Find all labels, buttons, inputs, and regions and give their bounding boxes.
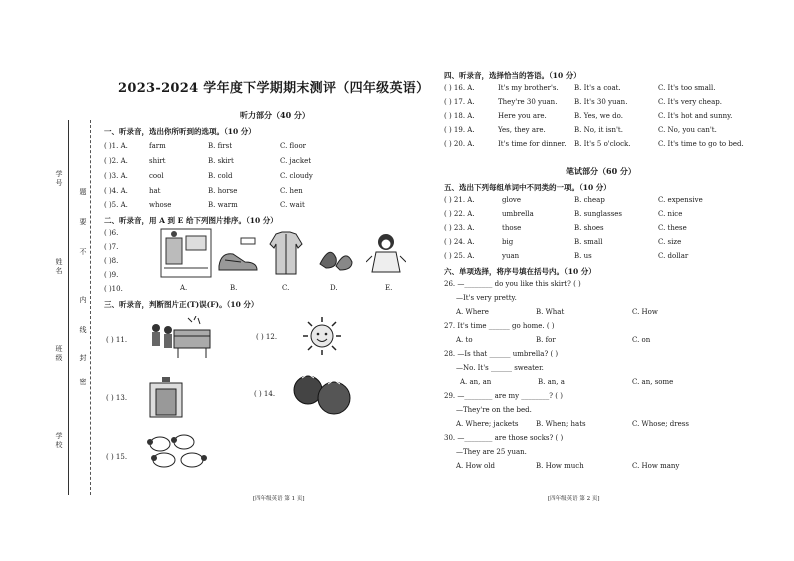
q5-row	[444, 210, 754, 222]
q6-options	[460, 378, 750, 390]
student-id-label: 学号	[55, 170, 63, 187]
question-number: ( )4. A.	[104, 187, 128, 195]
farm-picture	[160, 228, 212, 278]
q1-row	[104, 201, 394, 213]
seal-char: 线	[79, 326, 87, 334]
option-a: It's time for dinner.	[498, 140, 567, 148]
school-label: 学校	[55, 432, 63, 449]
q5-heading: 五、选出下列每组单词中不同类的一项。（10 分）	[444, 183, 611, 192]
exam-title: 2023-2024 学年度下学期期末测评（四年级英语）	[118, 81, 430, 96]
option-a: Yes, they are.	[498, 126, 546, 134]
option-b: B. cold	[208, 172, 233, 180]
q4-heading: 四、听录音，选择恰当的答语。（10 分）	[444, 71, 581, 80]
dialogue-answer: —They are 25 yuan.	[456, 448, 527, 456]
picture-letter: A.	[180, 284, 188, 292]
tomatoes-picture	[290, 372, 354, 416]
q3-item-label: ( ) 13.	[106, 394, 128, 402]
seal-char: 内	[79, 296, 87, 304]
option-b: B. sunglasses	[574, 210, 623, 218]
option-c: C. No, you can't.	[658, 126, 717, 134]
question-number: ( )3. A.	[104, 172, 128, 180]
q5-row	[444, 224, 754, 236]
option-b: B. It's 30 yuan.	[574, 98, 628, 106]
question-stem: 28. —Is that ______ umbrella? ( )	[444, 350, 559, 358]
option-a: A. to	[456, 336, 473, 344]
q1-row	[104, 187, 394, 199]
option-c: C. hen	[280, 187, 303, 195]
option-b: B. What	[536, 308, 565, 316]
seal-char: 不	[79, 248, 87, 256]
option-a: A. an, an	[460, 378, 492, 386]
q2-number: ( )6.	[104, 229, 119, 237]
picture-letter: E.	[385, 284, 393, 292]
question-number: ( ) 20. A.	[444, 140, 475, 148]
question-number: ( ) 18. A.	[444, 112, 475, 120]
question-number: ( ) 23. A.	[444, 224, 475, 232]
seal-char: 密	[79, 378, 87, 386]
question-number: ( ) 22. A.	[444, 210, 475, 218]
option-b: B. How much	[536, 462, 584, 470]
written-section-title: 笔试部分（60 分）	[566, 166, 636, 176]
option-c: C. expensive	[658, 196, 703, 204]
picture-letter: B.	[230, 284, 238, 292]
q4-row	[444, 140, 754, 152]
question-number: ( )1. A.	[104, 142, 128, 150]
q4-row	[444, 112, 754, 124]
option-c: C. How many	[632, 462, 680, 470]
q6-options	[456, 420, 746, 432]
option-b: B. small	[574, 238, 603, 246]
option-c: C. cloudy	[280, 172, 313, 180]
q6-options	[456, 308, 746, 320]
sun-picture	[302, 316, 342, 356]
option-c: C. these	[658, 224, 687, 232]
name-label: 姓名	[55, 258, 63, 275]
dialogue-answer: —It's very pretty.	[456, 294, 517, 302]
q4-row	[444, 126, 754, 138]
option-a: cool	[149, 172, 164, 180]
option-c: C. nice	[658, 210, 683, 218]
q2-heading: 二、听录音，用 A 到 E 给下列图片排序。（10 分）	[104, 216, 278, 225]
dialogue-answer: —They're on the bed.	[456, 406, 532, 414]
question-number: ( ) 19. A.	[444, 126, 475, 134]
q2-number: ( )9.	[104, 271, 119, 279]
q3-item-label: ( ) 12.	[256, 333, 278, 341]
option-b: B. for	[536, 336, 556, 344]
option-b: B. horse	[208, 187, 238, 195]
q2-number: ( )8.	[104, 257, 119, 265]
question-number: ( ) 21. A.	[444, 196, 475, 204]
q3-item-label: ( ) 15.	[106, 453, 128, 461]
q3-item-label: ( ) 11.	[106, 336, 128, 344]
option-a: A. How old	[456, 462, 495, 470]
option-c: C. It's hot and sunny.	[658, 112, 733, 120]
option-c: C. It's very cheap.	[658, 98, 722, 106]
q1-row	[104, 142, 394, 154]
seal-char: 题	[79, 188, 87, 196]
q4-row	[444, 98, 754, 110]
option-b: B. It's a coat.	[574, 84, 621, 92]
q6-options	[456, 336, 746, 348]
q5-row	[444, 238, 754, 250]
question-number: ( ) 24. A.	[444, 238, 475, 246]
seal-line	[90, 120, 91, 495]
class-label: 班级	[55, 345, 63, 362]
option-a: glove	[502, 196, 522, 204]
page-1-footer: [四年级英语 第 1 页]	[253, 496, 305, 502]
picture-letter: D.	[330, 284, 338, 292]
option-b: B. us	[574, 252, 592, 260]
seal-char: 封	[79, 354, 87, 362]
option-a: A. Where	[456, 308, 489, 316]
option-b: B. an, a	[538, 378, 565, 386]
girl-picture	[366, 232, 406, 276]
option-c: C. How	[632, 308, 658, 316]
option-c: C. an, some	[632, 378, 674, 386]
page-2-footer: [四年级英语 第 2 页]	[548, 496, 600, 502]
option-c: C. jacket	[280, 157, 312, 165]
option-b: B. When; hats	[536, 420, 586, 428]
q5-row	[444, 196, 754, 208]
sheep-picture	[146, 432, 216, 472]
seal-char: 要	[79, 218, 87, 226]
option-a: yuan	[502, 252, 520, 260]
option-a: hat	[149, 187, 161, 195]
option-b: B. shoes	[574, 224, 604, 232]
piano-students-picture	[148, 316, 218, 360]
elevator-picture	[148, 377, 184, 419]
option-b: B. It's 5 o'clock.	[574, 140, 631, 148]
option-c: C. on	[632, 336, 651, 344]
q2-number: ( )10.	[104, 285, 123, 293]
option-c: C. It's too small.	[658, 84, 716, 92]
option-a: They're 30 yuan.	[498, 98, 558, 106]
option-a: A. Where; jackets	[456, 420, 519, 428]
q4-row	[444, 84, 754, 96]
q3-item-label: ( ) 14.	[254, 390, 276, 398]
option-a: those	[502, 224, 522, 232]
dialogue-answer: —No. It's ______ sweater.	[456, 364, 544, 372]
listening-section-title: 听力部分（40 分）	[240, 110, 310, 120]
question-stem: 27. It's time ______ go home. ( )	[444, 322, 555, 330]
option-a: Here you are.	[498, 112, 547, 120]
picture-letter: C.	[282, 284, 290, 292]
option-a: shirt	[149, 157, 166, 165]
option-b: B. warm	[208, 201, 238, 209]
option-a: It's my brother's.	[498, 84, 559, 92]
q1-row	[104, 172, 394, 184]
option-b: B. Yes, we do.	[574, 112, 623, 120]
shoes-picture	[215, 236, 261, 276]
binding-line	[68, 120, 69, 495]
option-c: C. Whose; dress	[632, 420, 689, 428]
option-b: B. first	[208, 142, 233, 150]
option-a: big	[502, 238, 514, 246]
option-c: C. dollar	[658, 252, 689, 260]
option-c: C. size	[658, 238, 682, 246]
question-stem: 26. —________ do you like this skirt? ( )	[444, 280, 581, 288]
q6-options	[456, 462, 746, 474]
question-number: ( ) 16. A.	[444, 84, 475, 92]
option-c: C. wait	[280, 201, 305, 209]
question-number: ( ) 17. A.	[444, 98, 475, 106]
q5-row	[444, 252, 754, 264]
option-b: B. skirt	[208, 157, 234, 165]
option-b: B. No, it isn't.	[574, 126, 623, 134]
q6-heading: 六、单项选择，将序号填在括号内。（10 分）	[444, 267, 596, 276]
option-a: farm	[149, 142, 166, 150]
question-number: ( ) 25. A.	[444, 252, 475, 260]
q1-heading: 一、听录音，选出你所听到的选项。（10 分）	[104, 127, 256, 136]
question-stem: 29. —________ are my ________? ( )	[444, 392, 563, 400]
shirt-picture	[268, 230, 304, 276]
option-a: whose	[149, 201, 172, 209]
question-number: ( )2. A.	[104, 157, 128, 165]
question-stem: 30. —________ are those socks? ( )	[444, 434, 564, 442]
option-a: umbrella	[502, 210, 534, 218]
question-number: ( )5. A.	[104, 201, 128, 209]
sandals-picture	[316, 240, 356, 274]
q3-heading: 三、听录音，判断图片正(T)误(F)。（10 分）	[104, 300, 259, 309]
option-c: C. It's time to go to bed.	[658, 140, 744, 148]
option-b: B. cheap	[574, 196, 605, 204]
option-c: C. floor	[280, 142, 307, 150]
q2-number: ( )7.	[104, 243, 119, 251]
q1-row	[104, 157, 394, 169]
